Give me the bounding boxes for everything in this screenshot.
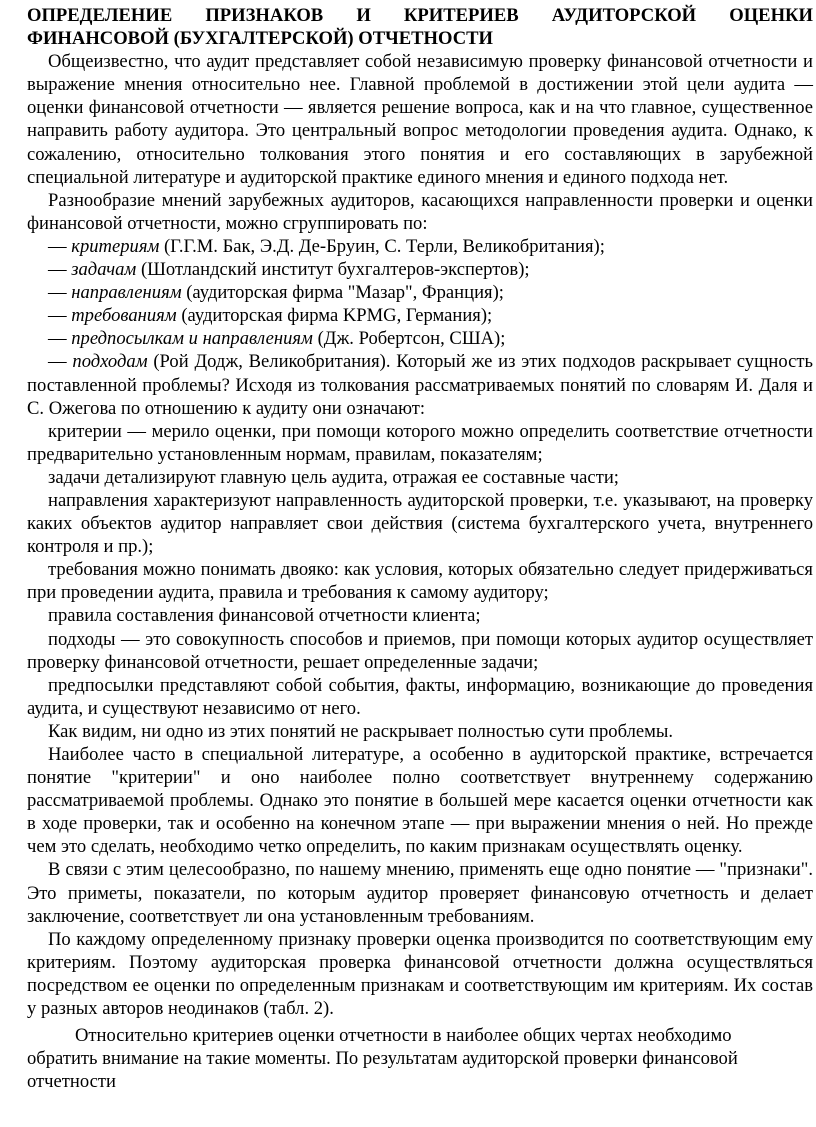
list-term: задачам — [71, 259, 137, 281]
definition-approaches: подходы — это совокупность способов и приемов, при помощи которых аудитор осуществляет проверку финансовой отчетности, решает определенные задачи; — [27, 628, 813, 673]
final-line: Относительно критериев оценки отчетности в наиболее общих чертах необходимо — [75, 1025, 732, 1047]
list-source: (Рой Додж, Великобритания). Который же из этих подходов раскрывает сущность поставленной проблемы? Исходя из толкования рассматриваемых понятий по словарям И. Даля и С. Ожегова по отношению к аудиту они означают: — [27, 351, 813, 419]
list-dash: — — [48, 351, 67, 373]
list-source: (Шотландский институт бухгалтеров-экспертов); — [136, 259, 530, 281]
list-source: (аудиторская фирма "Мазар", Франция); — [181, 282, 504, 304]
final-paragraph — [27, 1024, 813, 1093]
list-item — [27, 281, 813, 304]
approaches-list — [27, 235, 813, 420]
paragraph-signs-criteria: По каждому определенному признаку проверки оценка производится по соответствующим ему критериям. Поэтому аудиторская проверка финансовой отчетности должна осуществляться посредством ее оценки по определенным признакам и соответствующим им критериям. Их состав у разных авторов неодинаков (табл. 2). — [27, 928, 813, 1020]
list-dash: — — [48, 282, 67, 304]
list-term: подходам — [72, 351, 148, 373]
paragraph-variety: Разнообразие мнений зарубежных аудиторов, касающихся направленности проверки и оценки финансовой отчетности, можно сгруппировать по: — [27, 189, 813, 234]
list-term: требованиям — [71, 305, 177, 327]
list-term: критериям — [71, 235, 160, 257]
final-line: отчетности — [27, 1071, 116, 1093]
list-term: предпосылкам и направлениям — [71, 328, 313, 350]
paragraph-conclusion: Как видим, ни одно из этих понятий не раскрывает полностью сути проблемы. — [48, 720, 674, 742]
definition-directions: направления характеризуют направленность аудиторской проверки, т.е. указывают, на проверку каких объектов аудитор направляет свои действия (система бухгалтерского учета, внутреннего контроля и пр.); — [27, 489, 813, 558]
document-title: ОПРЕДЕЛЕНИЕ ПРИЗНАКОВ И КРИТЕРИЕВ АУДИТОРСКОЙ ОЦЕНКИ ФИНАНСОВОЙ (БУХГАЛТЕРСКОЙ) ОТЧЕТНОСТИ — [27, 5, 813, 50]
definition-prerequisites: предпосылки представляют собой события, факты, информацию, возникающие до проведения аудита, и существуют независимо от него. — [27, 674, 813, 719]
definition-tasks: задачи детализируют главную цель аудита, отражая ее составные части; — [48, 466, 619, 488]
definition-criteria: критерии — мерило оценки, при помощи которого можно определить соответствие отчетности предварительно установленным нормам, правилам, показателям; — [27, 420, 813, 465]
definition-rules: правила составления финансовой отчетности клиента; — [48, 605, 481, 627]
definition-requirements: требования можно понимать двояко: как условия, которых обязательно следует придерживаться при проведении аудита, правила и требования к самому аудитору; — [27, 559, 813, 604]
list-item — [27, 304, 813, 327]
list-dash: — — [48, 328, 67, 350]
paragraph-intro: Общеизвестно, что аудит представляет собой независимую проверку финансовой отчетности и выражение мнения относительно нее. Главной проблемой в достижении этой цели аудита — оценки финансовой отчетности — является решение вопроса, как и на что главное, существенное направить работу аудитора. Это центральный вопрос методологии проведения аудита. Однако, к сожалению, относительно толкования этого понятия и его составляющих в зарубежной специальной литературе и аудиторской практике единого мнения и единого подхода нет. — [27, 51, 813, 188]
list-item — [27, 235, 813, 258]
list-dash: — — [48, 235, 67, 257]
list-source: (Дж. Робертсон, США); — [312, 328, 506, 350]
paragraph-criteria-concept: Наиболее часто в специальной литературе, а особенно в аудиторской практике, встречается понятие "критерии" и оно наиболее полно соответствует внутреннему содержанию рассматриваемой проблемы. Однако это понятие в большей мере касается оценки отчетности как в ходе проверки, так и особенно на конечном этапе — при выражении мнения о ней. Но прежде чем это сделать, необходимо четко определить, по каким признакам осуществлять оценку. — [27, 744, 813, 858]
list-dash: — — [48, 305, 67, 327]
definitions-block — [27, 420, 813, 720]
list-term: направлениям — [71, 282, 182, 304]
list-item — [27, 258, 813, 281]
list-dash: — — [48, 259, 67, 281]
list-item — [27, 350, 813, 419]
list-source: (Г.Г.М. Бак, Э.Д. Де-Бруин, С. Терли, Великобритания); — [159, 235, 605, 257]
final-line: обратить внимание на такие моменты. По результатам аудиторской проверки финансовой — [27, 1048, 738, 1070]
paragraph-signs-concept: В связи с этим целесообразно, по нашему мнению, применять еще одно понятие — "признаки". Это приметы, показатели, по которым аудитор проверяет финансовую отчетность и делает заключение, соответствует ли она установленным требованиям. — [27, 859, 813, 927]
list-item — [27, 327, 813, 350]
list-source: (аудиторская фирма KPMG, Германия); — [176, 305, 493, 327]
